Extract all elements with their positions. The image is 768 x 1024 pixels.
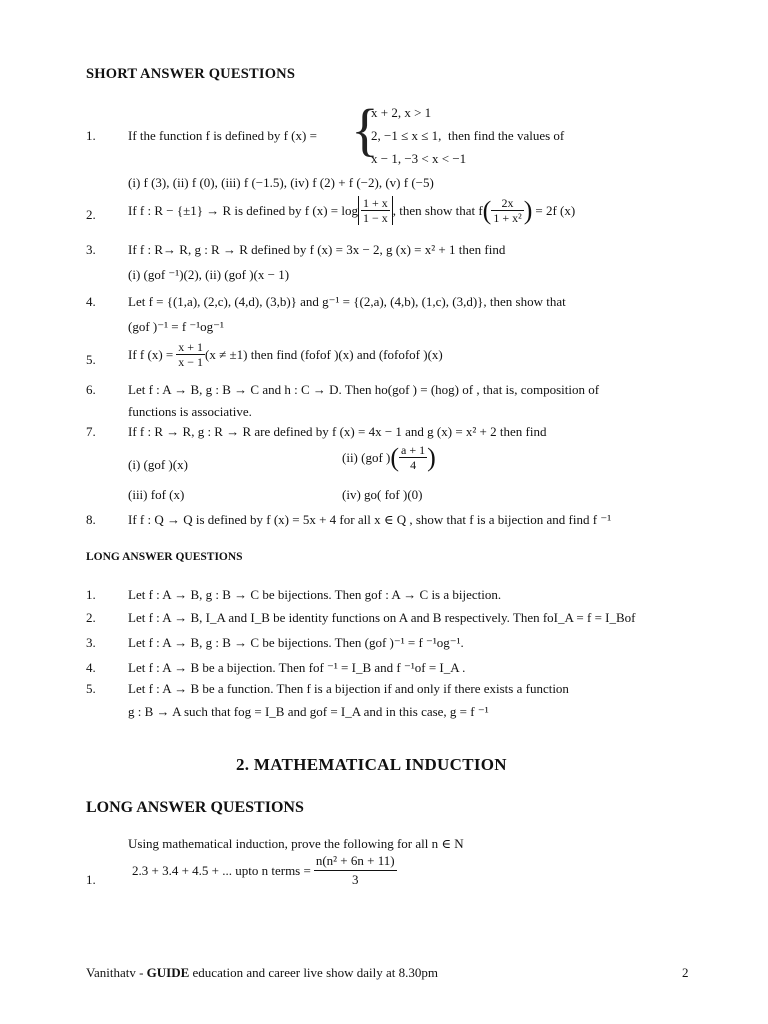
q3-text: If f : R→ R, g : R → R defined by f (x) = 3x − 2, g (x) = x² + 1 then find	[128, 242, 506, 257]
q1-tail: then find the values of	[448, 128, 565, 143]
q3-parts: (i) (gof ⁻¹)(2), (ii) (gof )(x − 1)	[128, 267, 290, 282]
long-item-1-text: Let f : A → B, g : B → C be bijections. Then gof : A → C is a bijection.	[128, 587, 502, 602]
q3-number: 3.	[86, 242, 96, 257]
q2-abs-value	[358, 196, 393, 225]
long-answer-heading-small: LONG ANSWER QUESTIONS	[86, 551, 243, 563]
q5-line	[128, 340, 443, 369]
long-item-5-line-2: g : B → A such that fog = I_B and gof = I_A and in this case, g = f ⁻¹	[128, 704, 489, 719]
long-item-2-number: 2.	[86, 610, 96, 625]
short-answer-heading: SHORT ANSWER QUESTIONS	[86, 66, 296, 82]
q1-case-2: 2, −1 ≤ x ≤ 1,	[371, 128, 442, 143]
induction-q1-denominator: 3	[351, 872, 359, 887]
q1-number: 1.	[86, 128, 96, 143]
long-item-4-number: 4.	[86, 660, 96, 675]
q2-line: If f : R − {±1} → R is defined by f (x) = log $\frac{1 + x}{1 - x}$ , then show that f ( $\frac{2x}{\text{1 + x²}}$ ) = 2f (x)	[128, 196, 576, 225]
q7-part-2: (ii) (gof ) ( $\frac{a + 1}{4}$ )	[342, 443, 436, 472]
q1-text: If the function f is defined by f (x) =	[128, 128, 317, 143]
q5-number: 5.	[86, 352, 96, 367]
long-item-3-number: 3.	[86, 635, 96, 650]
q7-part-1: (i) (gof )(x)	[128, 457, 188, 472]
q7-part-2-text: (ii) (gof )	[342, 450, 391, 465]
q7-number: 7.	[86, 424, 96, 439]
q5-frac-numerator: x + 1	[178, 340, 204, 354]
long-item-4-text: Let f : A → B be a bijection. Then fof ⁻¹ = I_B and f ⁻¹of = I_A .	[128, 660, 466, 675]
q6-line-2: functions is associative.	[128, 404, 252, 419]
q2-number: 2.	[86, 207, 96, 222]
induction-q1-number: 1.	[86, 872, 96, 887]
q7-part-2-denominator: 4	[410, 458, 417, 472]
q2-mid: , then show that f	[392, 203, 483, 218]
q8-text: If f : Q → Q is defined by f (x) = 5x + 4 for all x ∈ Q , show that f is a bijection and find f ⁻¹	[128, 512, 612, 527]
q4-line-2: (gof )⁻¹ = f ⁻¹og⁻¹	[128, 319, 224, 334]
q1-case-3: x − 1, −3 < x < −1	[371, 151, 467, 166]
q7-text: If f : R → R, g : R → R are defined by f (x) = 4x − 1 and g (x) = x² + 2 then find	[128, 424, 547, 439]
q7-part-4: (iv) go( fof )(0)	[342, 487, 423, 502]
chapter-title: 2. MATHEMATICAL INDUCTION	[236, 755, 507, 774]
long-item-5-number: 5.	[86, 681, 96, 696]
page-footer	[86, 965, 438, 981]
long-item-1-number: 1.	[86, 587, 96, 602]
footer-suffix: education and career live show daily at 8.30pm	[189, 965, 439, 980]
q4-text: Let f = {(1,a), (2,c), (4,d), (3,b)} and g⁻¹ = {(2,a), (4,b), (1,c), (3,d)}, then show that	[128, 294, 566, 309]
q7-part-2-numerator: a + 1	[401, 443, 426, 457]
long-item-5-text: Let f : A → B be a function. Then f is a bijection if and only if there exists a function	[128, 681, 569, 696]
q5-text-2: (x ≠ ±1) then find (fofof )(x) and (fofofof )(x)	[205, 347, 443, 362]
q1-case-1: x + 2, x > 1	[371, 105, 432, 120]
q5-frac-denominator: x − 1	[178, 355, 204, 369]
long-item-2-text: Let f : A → B, I_A and I_B be identity functions on A and B respectively. Then foI_A = f = I_Bof	[128, 610, 636, 625]
q1-brace: {	[351, 97, 379, 162]
page-number: 2	[682, 965, 689, 980]
induction-q1-numerator: n(n² + 6n + 11)	[314, 852, 397, 871]
induction-q1-line	[132, 852, 397, 889]
q1-parts: (i) f (3), (ii) f (0), (iii) f (−1.5), (iv) f (2) + f (−2), (v) f (−5)	[128, 175, 434, 190]
q2-text: If f : R − {±1} → R is defined by f (x) = log	[128, 203, 358, 218]
q6-number: 6.	[86, 382, 96, 397]
q6-text: Let f : A → B, g : B → C and h : C → D. Then ho(gof ) = (hog) of , that is, composition of	[128, 382, 600, 397]
q2-tail: = 2f (x)	[535, 203, 576, 218]
q2-frac-denominator: 1 + x²	[493, 211, 522, 225]
long-answer-heading-large: LONG ANSWER QUESTIONS	[86, 799, 304, 816]
q2-abs-denominator: 1 − x	[362, 211, 388, 225]
q8-number: 8.	[86, 512, 96, 527]
q2-frac-numerator: 2x	[491, 196, 523, 211]
long-item-3-text: Let f : A → B, g : B → C be bijections. Then (gof )⁻¹ = f ⁻¹og⁻¹.	[128, 635, 464, 650]
q5-text-1: If f (x) =	[128, 347, 174, 362]
induction-intro: Using mathematical induction, prove the following for all n ∈ N	[128, 836, 464, 851]
footer-prefix: Vanithatv -	[86, 965, 147, 980]
q7-part-3: (iii) fof (x)	[128, 487, 185, 502]
q2-abs-numerator: 1 + x	[362, 196, 388, 210]
footer-brand: GUIDE	[146, 965, 190, 980]
induction-q1-text: 2.3 + 3.4 + 4.5 + ... upto n terms =	[132, 863, 311, 878]
q4-number: 4.	[86, 294, 96, 309]
